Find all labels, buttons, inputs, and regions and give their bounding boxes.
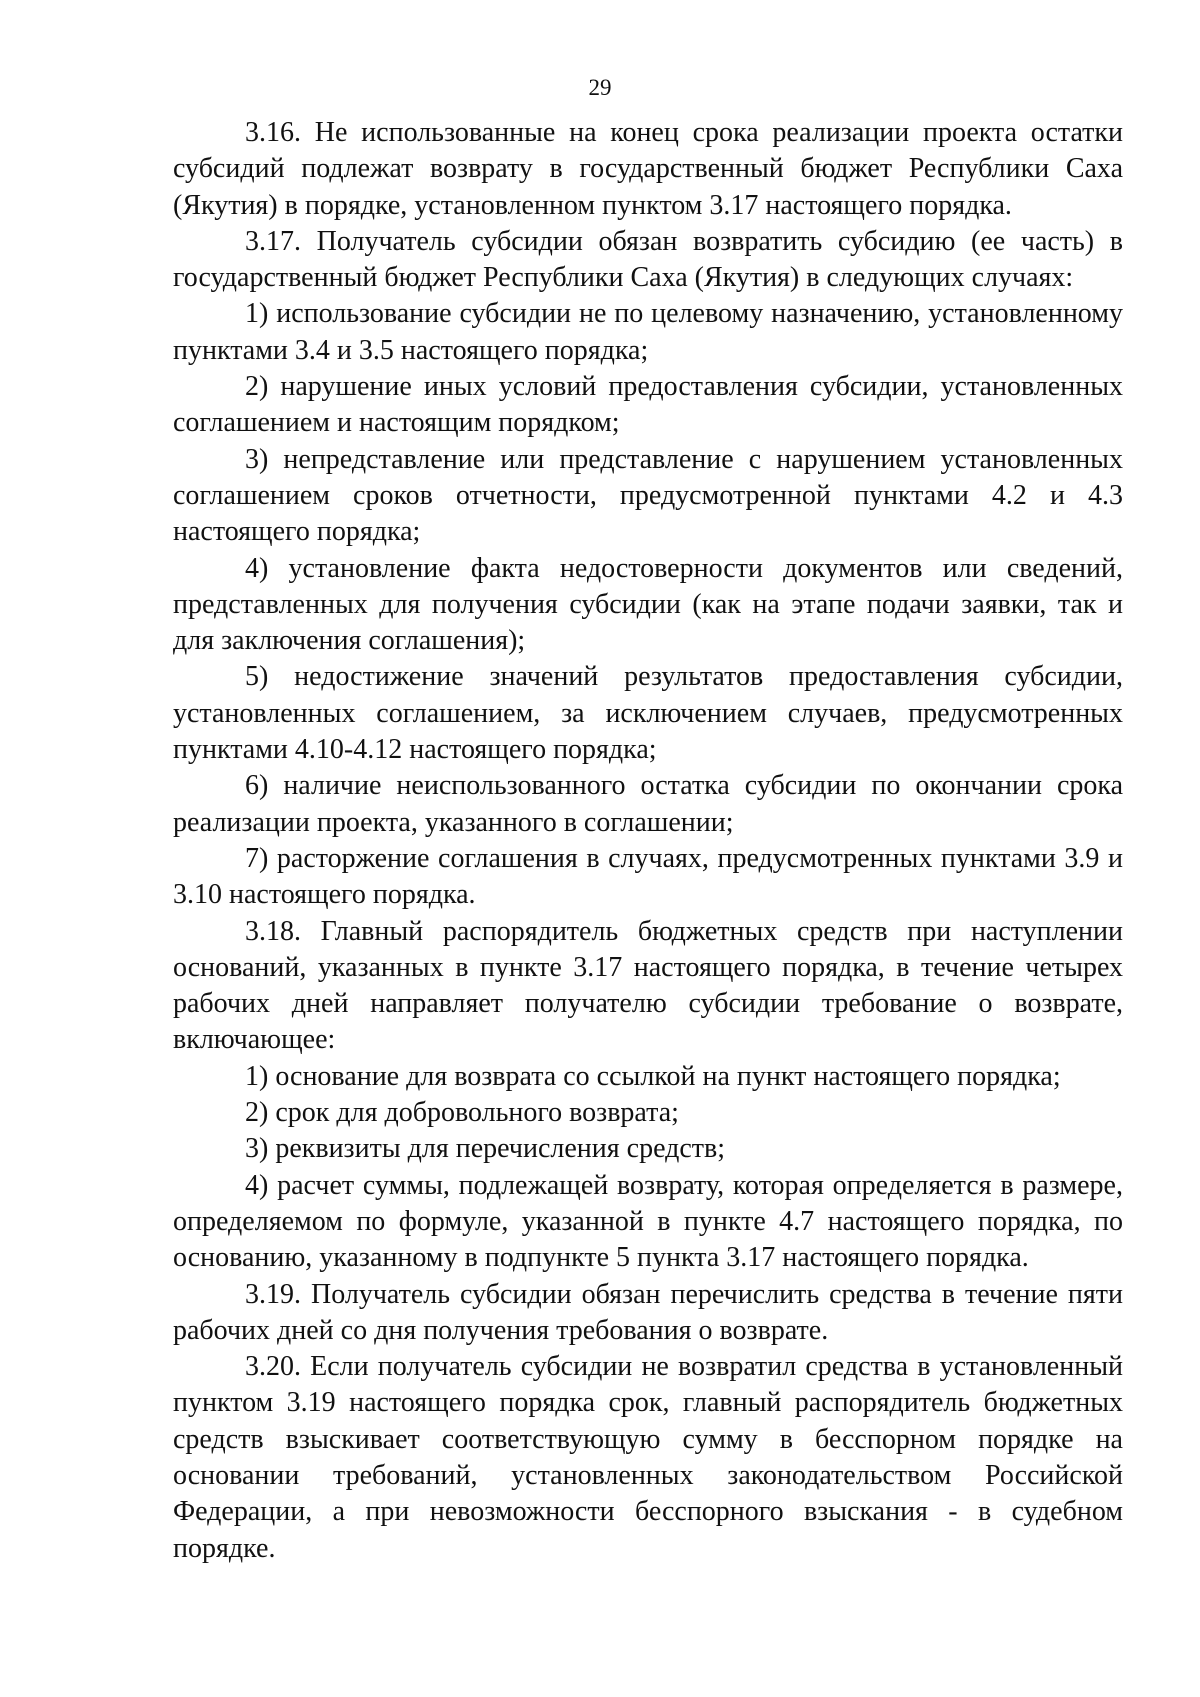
list-item-3-17-3: 3) непредставление или представление с нарушением установленных соглашением сроков отчетности, предусмотренной пунктами 4.2 и 4.3 настоящего порядка; (173, 443, 1123, 548)
paragraph-3-18: 3.18. Главный распорядитель бюджетных средств при наступлении оснований, указанных в пункте 3.17 настоящего порядка, в течение четырех рабочих дней направляет получателю субсидии требование о возврате, включающее: (173, 915, 1123, 1056)
list-item-3-17-4: 4) установление факта недостоверности документов или сведений, представленных для получения субсидии (как на этапе подачи заявки, так и для заключения соглашения); (173, 552, 1123, 657)
paragraph-3-16: 3.16. Не использованные на конец срока реализации проекта остатки субсидий подлежат возврату в государственный бюджет Республики Саха (Якутия) в порядке, установленном пунктом 3.17 настоящего порядка. (173, 117, 1123, 221)
list-item-3-17-1: 1) использование субсидии не по целевому назначению, установленному пунктами 3.4 и 3.5 настоящего порядка; (173, 298, 1123, 366)
list-item-3-17-6: 6) наличие неиспользованного остатка субсидии по окончании срока реализации проекта, указанного в соглашении; (173, 770, 1123, 838)
document-body (173, 115, 1123, 1567)
list-item-3-18-3: 3) реквизиты для перечисления средств; (245, 1133, 726, 1165)
list-item-3-17-5: 5) недостижение значений результатов предоставления субсидии, установленных соглашением, за исключением случаев, предусмотренных пунктами 4.10-4.12 настоящего порядка; (173, 661, 1123, 766)
list-item-3-17-2: 2) нарушение иных условий предоставления субсидии, установленных соглашением и настоящим порядком; (173, 371, 1123, 439)
paragraph-3-17: 3.17. Получатель субсидии обязан возвратить субсидию (ее часть) в государственный бюджет Республики Саха (Якутия) в следующих случаях: (173, 225, 1123, 294)
list-item-3-18-4: 4) расчет суммы, подлежащей возврату, которая определяется в размере, определяемом по формуле, указанной в пункте 4.7 настоящего порядка, по основанию, указанному в подпункте 5 пункта 3.17 настоящего порядка. (173, 1169, 1123, 1274)
page-number: 29 (588, 75, 612, 100)
list-item-3-17-7: 7) расторжение соглашения в случаях, предусмотренных пунктами 3.9 и 3.10 настоящего порядка. (173, 842, 1123, 911)
paragraph-3-20: 3.20. Если получатель субсидии не возвратил средства в установленный пунктом 3.19 настоящего порядка срок, главный распорядитель бюджетных средств взыскивает соответствующую сумму в бесспорном порядке на основании требований, установленных законодательством Российской Федерации, а при невозможности бесспорного взыскания - в судебном порядке. (173, 1351, 1123, 1564)
paragraph-3-19: 3.19. Получатель субсидии обязан перечислить средства в течение пяти рабочих дней со дня получения требования о возврате. (173, 1278, 1123, 1346)
list-item-3-18-2: 2) срок для добровольного возврата; (245, 1097, 679, 1129)
list-item-3-18-1: 1) основание для возврата со ссылкой на пункт настоящего порядка; (245, 1060, 1061, 1092)
